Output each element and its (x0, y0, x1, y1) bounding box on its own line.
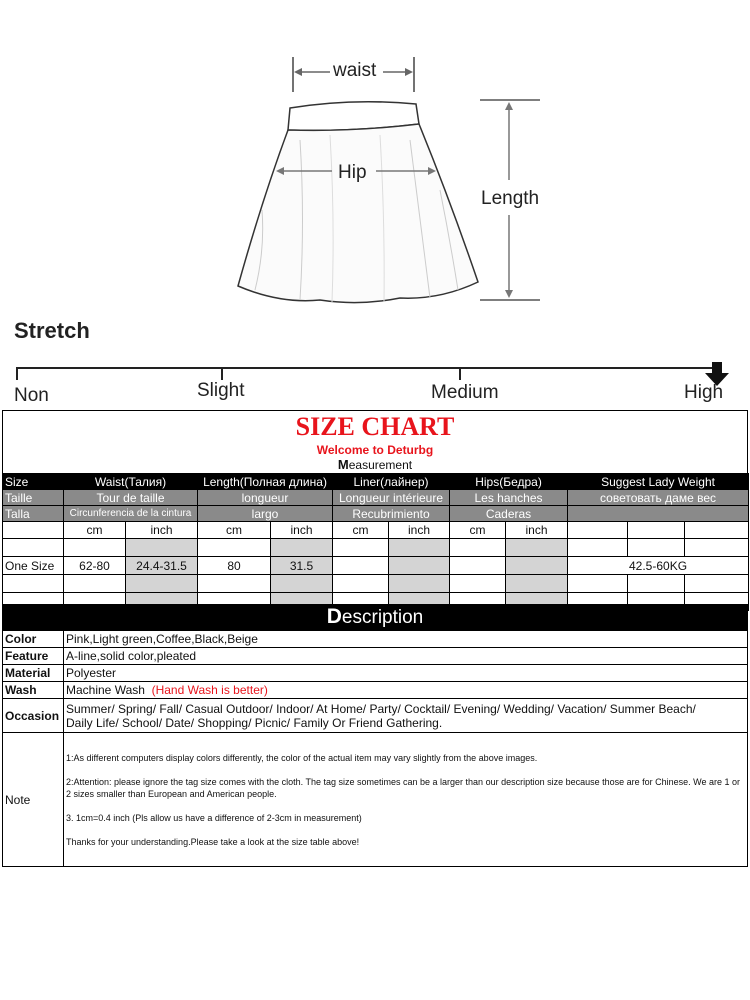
size-table (2, 473, 749, 611)
col-liner: Liner(лайнер) (333, 474, 450, 490)
col-liner-es: Recubrimiento (333, 506, 450, 522)
header-row-english (3, 474, 749, 490)
size-value: One Size (3, 557, 64, 575)
unit-hips-inch: inch (506, 522, 568, 539)
col-size-es: Talla (3, 506, 64, 522)
desc-row-material (3, 665, 748, 682)
wash-note: (Hand Wash is better) (151, 683, 268, 697)
note-value (64, 733, 748, 867)
material-key: Material (3, 665, 64, 682)
weight-value: 42.5-60KG (568, 557, 749, 575)
size-chart (2, 410, 748, 611)
occasion-key: Occasion (3, 699, 64, 733)
col-length-fr: longueur (198, 490, 333, 506)
color-key: Color (3, 631, 64, 648)
col-weight: Suggest Lady Weight (568, 474, 749, 490)
note-line-3: 3. 1cm=0.4 inch (Pls allow us have a difference of 2-3cm in measurement) (66, 812, 362, 823)
desc-row-note (3, 733, 748, 867)
table-row (3, 557, 749, 575)
note-line-4: Thanks for your understanding.Please take a look at the size table above! (66, 836, 360, 847)
note-key: Note (3, 733, 64, 867)
stretch-scale (0, 360, 750, 390)
waist-cm-value: 62-80 (64, 557, 126, 575)
header-row-spanish (3, 506, 749, 522)
measurement-heading: Measurement (2, 457, 748, 473)
desc-row-wash (3, 682, 748, 699)
feature-key: Feature (3, 648, 64, 665)
size-chart-title: SIZE CHART (2, 410, 748, 443)
welcome-text: Welcome to Deturbg (2, 443, 748, 457)
desc-row-feature (3, 648, 748, 665)
skirt-illustration (0, 0, 750, 320)
col-hips-fr: Les hanches (450, 490, 568, 506)
description-title: Description (2, 604, 748, 630)
hip-label: Hip (338, 162, 367, 183)
length-inch-value: 31.5 (271, 557, 333, 575)
col-size-fr: Taille (3, 490, 64, 506)
wash-key: Wash (3, 682, 64, 699)
material-value: Polyester (64, 665, 748, 682)
unit-liner-inch: inch (389, 522, 450, 539)
note-line-2: 2:Attention: please ignore the tag size comes with the cloth. The tag size sometimes can be a larger than our description size because those are for Chinese. We are 1 or 2 sizes smaller than European and American people. (66, 776, 741, 799)
occasion-value: Summer/ Spring/ Fall/ Casual Outdoor/ Indoor/ At Home/ Party/ Cocktail/ Evening/ Wedding/ Vacation/ Summer Beach/ Daily Life/ School/ Date/ Shopping/ Picnic/ Family Or Friend Gathering. (64, 699, 748, 733)
stretch-level-non: Non (14, 385, 49, 406)
stretch-level-high: High (684, 382, 724, 403)
col-liner-fr: Longueur intérieure (333, 490, 450, 506)
unit-length-cm: cm (198, 522, 271, 539)
stretch-title: Stretch (14, 318, 90, 343)
feature-value: A-line,solid color,pleated (64, 648, 748, 665)
col-waist-fr: Tour de taille (64, 490, 198, 506)
col-waist: Waist(Талия) (64, 474, 198, 490)
table-row-empty (3, 575, 749, 593)
units-row (3, 522, 749, 539)
unit-length-inch: inch (271, 522, 333, 539)
length-cm-value: 80 (198, 557, 271, 575)
col-length-es: largo (198, 506, 333, 522)
col-weight-es (568, 506, 749, 522)
description-table (2, 630, 748, 867)
col-hips-es: Caderas (450, 506, 568, 522)
col-length: Length(Полная длина) (198, 474, 333, 490)
description-section (2, 604, 748, 867)
header-row-french (3, 490, 749, 506)
note-line-1: 1:As different computers display colors differently, the color of the actual item may vary slightly from the above images. (66, 752, 538, 763)
unit-liner-cm: cm (333, 522, 389, 539)
desc-row-occasion (3, 699, 748, 733)
col-waist-es: Circunferencia de la cintura (64, 506, 198, 522)
length-label: Length (481, 188, 540, 209)
wash-value: Machine Wash (Hand Wash is better) (64, 682, 748, 699)
unit-waist-cm: cm (64, 522, 126, 539)
col-hips: Hips(Бедра) (450, 474, 568, 490)
col-size: Size (3, 474, 64, 490)
stretch-level-slight: Slight (197, 380, 245, 401)
stretch-level-medium: Medium (431, 382, 499, 403)
col-weight-fr: советовать даме вес (568, 490, 749, 506)
waist-inch-value: 24.4-31.5 (126, 557, 198, 575)
waist-label: waist (333, 60, 377, 81)
table-row-empty (3, 539, 749, 557)
desc-row-color (3, 631, 748, 648)
color-value: Pink,Light green,Coffee,Black,Beige (64, 631, 748, 648)
unit-waist-inch: inch (126, 522, 198, 539)
unit-hips-cm: cm (450, 522, 506, 539)
